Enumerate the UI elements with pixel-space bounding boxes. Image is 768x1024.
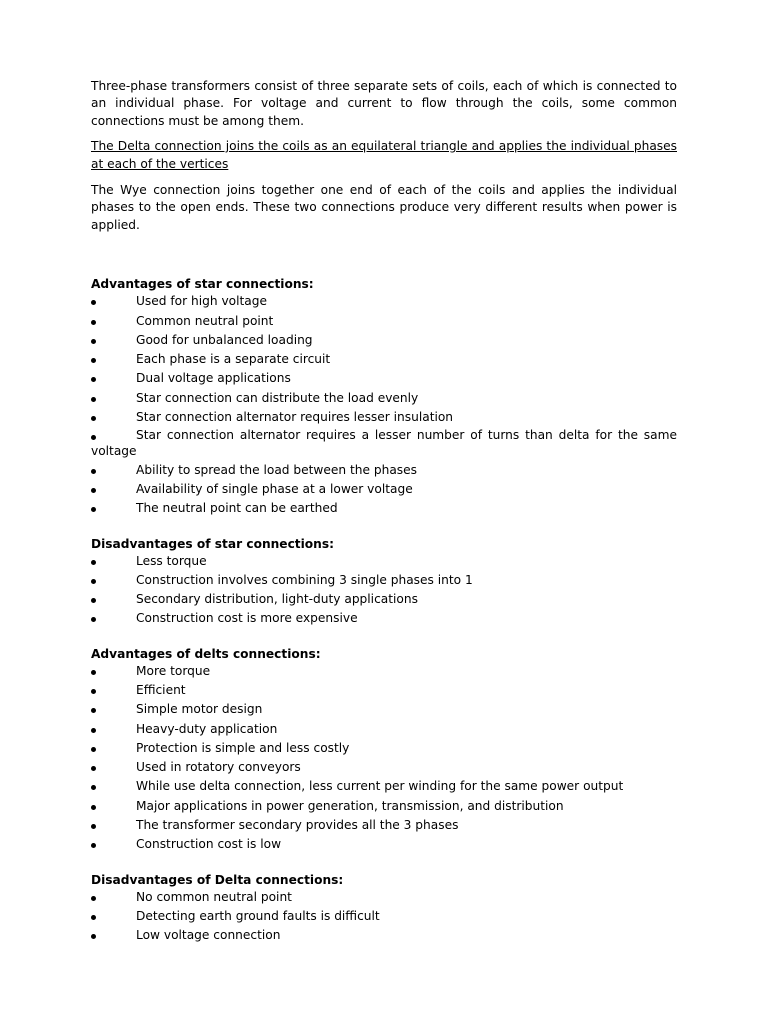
bullet-icon <box>91 469 96 474</box>
list-item <box>91 313 677 330</box>
bullet-icon <box>91 896 96 901</box>
bullet-icon <box>91 670 96 675</box>
list-item-text: No common neutral point <box>136 889 292 904</box>
list-item-text: Common neutral point <box>136 313 274 328</box>
list-item-text: Ability to spread the load between the phases <box>136 462 417 477</box>
list-item-text: Dual voltage applications <box>136 371 291 386</box>
list-item-text: Used for high voltage <box>136 294 267 309</box>
bullet-icon <box>91 435 96 440</box>
list-item-text: The neutral point can be earthed <box>136 501 338 516</box>
list-item-text: While use delta connection, less current per winding for the same power output <box>136 779 624 794</box>
bullet-list <box>91 553 677 628</box>
bullet-icon <box>91 320 96 325</box>
spacer <box>91 630 677 646</box>
bullet-icon <box>91 507 96 512</box>
intro-paragraph-delta: The Delta connection joins the coils as an equilateral triangle and applies the individual phases at each of the vertices <box>91 139 677 171</box>
bullet-icon <box>91 728 96 733</box>
list-item <box>91 500 677 517</box>
list-item <box>91 462 677 479</box>
list-item <box>91 663 677 680</box>
section-star-disadvantages <box>91 536 677 628</box>
section-star-advantages <box>91 276 677 517</box>
section-heading: Disadvantages of star connections: <box>91 536 334 551</box>
spacer <box>91 520 677 536</box>
list-item-text: Simple motor design <box>136 702 263 717</box>
list-item-text: Heavy-duty application <box>136 721 278 736</box>
section-heading: Advantages of delts connections: <box>91 646 321 661</box>
bullet-icon <box>91 416 96 421</box>
bullet-icon <box>91 397 96 402</box>
list-item <box>91 610 677 627</box>
list-item <box>91 701 677 718</box>
list-item <box>91 836 677 853</box>
list-item-text: Construction involves combining 3 single phases into 1 <box>136 572 473 587</box>
bullet-icon <box>91 915 96 920</box>
list-item-text: Each phase is a separate circuit <box>136 352 331 367</box>
list-item-text: Detecting earth ground faults is difficult <box>136 908 380 923</box>
bullet-icon <box>91 708 96 713</box>
bullet-list <box>91 293 677 517</box>
list-item <box>91 351 677 368</box>
bullet-icon <box>91 689 96 694</box>
list-item <box>91 428 677 459</box>
bullet-icon <box>91 560 96 565</box>
list-item-text: Protection is simple and less costly <box>136 740 350 755</box>
bullet-icon <box>91 824 96 829</box>
bullet-icon <box>91 934 96 939</box>
list-item <box>91 740 677 757</box>
bullet-icon <box>91 579 96 584</box>
section-delta-disadvantages <box>91 872 677 945</box>
bullet-icon <box>91 766 96 771</box>
document-page <box>91 78 677 947</box>
bullet-icon <box>91 300 96 305</box>
list-item <box>91 759 677 776</box>
list-item-text: Major applications in power generation, transmission, and distribution <box>136 798 564 813</box>
spacer <box>91 242 677 276</box>
section-delta-advantages <box>91 646 677 854</box>
list-item <box>91 927 677 944</box>
bullet-icon <box>91 805 96 810</box>
list-item-text: Availability of single phase at a lower voltage <box>136 481 413 496</box>
list-item-text: Used in rotatory conveyors <box>136 760 301 775</box>
list-item <box>91 553 677 570</box>
section-heading: Advantages of star connections: <box>91 277 314 292</box>
list-item-text: Low voltage connection <box>136 928 281 943</box>
bullet-icon <box>91 617 96 622</box>
list-item <box>91 481 677 498</box>
bullet-icon <box>91 747 96 752</box>
bullet-icon <box>91 358 96 363</box>
intro-paragraph-three-phase: Three-phase transformers consist of three separate sets of coils, each of which is connected to an individual phase. For voltage and current to flow through the coils, some common connections must be among them. <box>91 79 677 128</box>
bullet-list <box>91 889 677 945</box>
list-item <box>91 817 677 834</box>
list-item <box>91 332 677 349</box>
section-heading: Disadvantages of Delta connections: <box>91 872 344 887</box>
list-item <box>91 889 677 906</box>
bullet-icon <box>91 377 96 382</box>
list-item <box>91 908 677 925</box>
bullet-list <box>91 663 677 854</box>
list-item <box>91 572 677 589</box>
list-item-text: Star connection alternator requires a lesser number of turns than delta for the same voltage <box>91 428 677 458</box>
intro-paragraph-wye: The Wye connection joins together one end of each of the coils and applies the individual phases to the open ends. These two connections produce very different results when power is applied. <box>91 183 677 232</box>
list-item-text: Construction cost is low <box>136 837 282 852</box>
list-item <box>91 682 677 699</box>
bullet-icon <box>91 488 96 493</box>
list-item-text: The transformer secondary provides all the 3 phases <box>136 818 459 833</box>
bullet-icon <box>91 339 96 344</box>
list-item-text: Star connection can distribute the load evenly <box>136 390 419 405</box>
bullet-icon <box>91 785 96 790</box>
list-item <box>91 721 677 738</box>
list-item-text: Construction cost is more expensive <box>136 611 358 626</box>
list-item <box>91 798 677 815</box>
list-item <box>91 778 677 795</box>
list-item <box>91 591 677 608</box>
bullet-icon <box>91 598 96 603</box>
list-item-text: Star connection alternator requires lesser insulation <box>136 410 454 425</box>
list-item <box>91 293 677 310</box>
list-item-text: Less torque <box>136 553 207 568</box>
spacer <box>91 856 677 872</box>
list-item <box>91 390 677 407</box>
list-item <box>91 409 677 426</box>
list-item-text: Secondary distribution, light-duty applications <box>136 592 418 607</box>
bullet-icon <box>91 843 96 848</box>
list-item-text: More torque <box>136 663 211 678</box>
list-item-text: Good for unbalanced loading <box>136 332 313 347</box>
list-item-text: Efficient <box>136 683 186 697</box>
list-item <box>91 370 677 387</box>
